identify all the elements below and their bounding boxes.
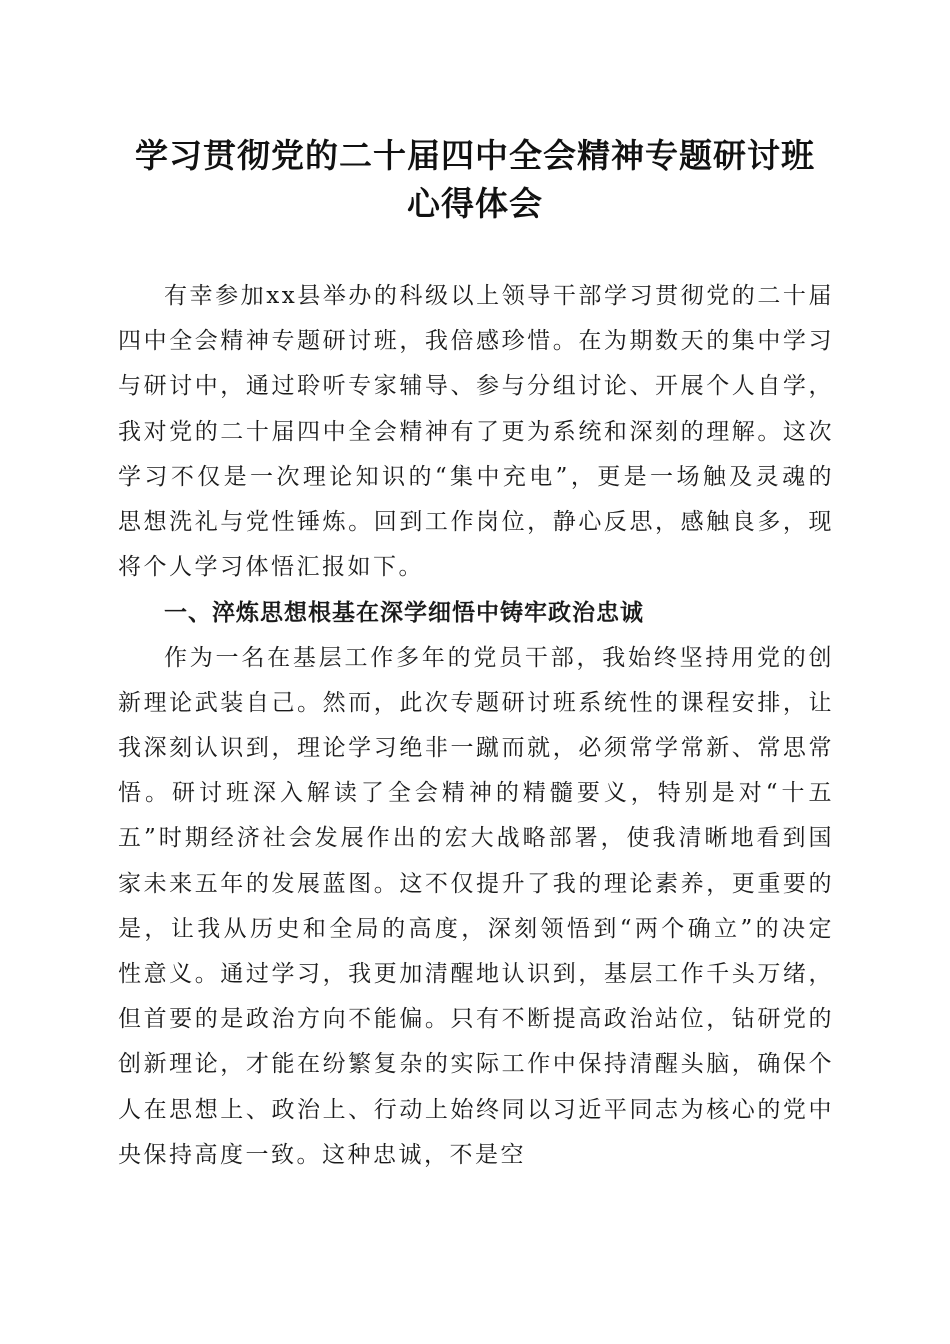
section-1-paragraph: 作为一名在基层工作多年的党员干部，我始终坚持用党的创新理论武装自己。然而，此次专题研讨班系统性的课程安排，让我深刻认识到，理论学习绝非一蹴而就，必须常学常新、常思常悟。研讨班深入解读了全会精神的精髓要义，特别是对“十五五”时期经济社会发展作出的宏大战略部署，使我清晰地看到国家未来五年的发展蓝图。这不仅提升了我的理论素养，更重要的是，让我从历史和全局的高度，深刻领悟到“两个确立”的决定性意义。通过学习，我更加清醒地认识到，基层工作千头万绪，但首要的是政治方向不能偏。只有不断提高政治站位，钻研党的创新理论，才能在纷繁复杂的实际工作中保持清醒头脑，确保个人在思想上、政治上、行动上始终同以习近平同志为核心的党中央保持高度一致。这种忠诚，不是空 <box>118 644 834 1168</box>
intro-paragraph: 有幸参加xx县举办的科级以上领导干部学习贯彻党的二十届四中全会精神专题研讨班，我倍感珍惜。在为期数天的集中学习与研讨中，通过聆听专家辅导、参与分组讨论、开展个人自学，我对党的二十届四中全会精神有了更为系统和深刻的理解。这次学习不仅是一次理论知识的“集中充电”，更是一场触及灵魂的思想洗礼与党性锤炼。回到工作岗位，静心反思，感触良多，现将个人学习体悟汇报如下。 <box>118 283 834 581</box>
document-body <box>118 274 834 1178</box>
title-line-2: 心得体会 <box>407 184 543 223</box>
title-line-1: 学习贯彻党的二十届四中全会精神专题研讨班 <box>135 136 815 175</box>
section-heading-1: 一、淬炼思想根基在深学细悟中铸牢政治忠诚 <box>164 599 644 627</box>
document-title <box>100 132 850 228</box>
